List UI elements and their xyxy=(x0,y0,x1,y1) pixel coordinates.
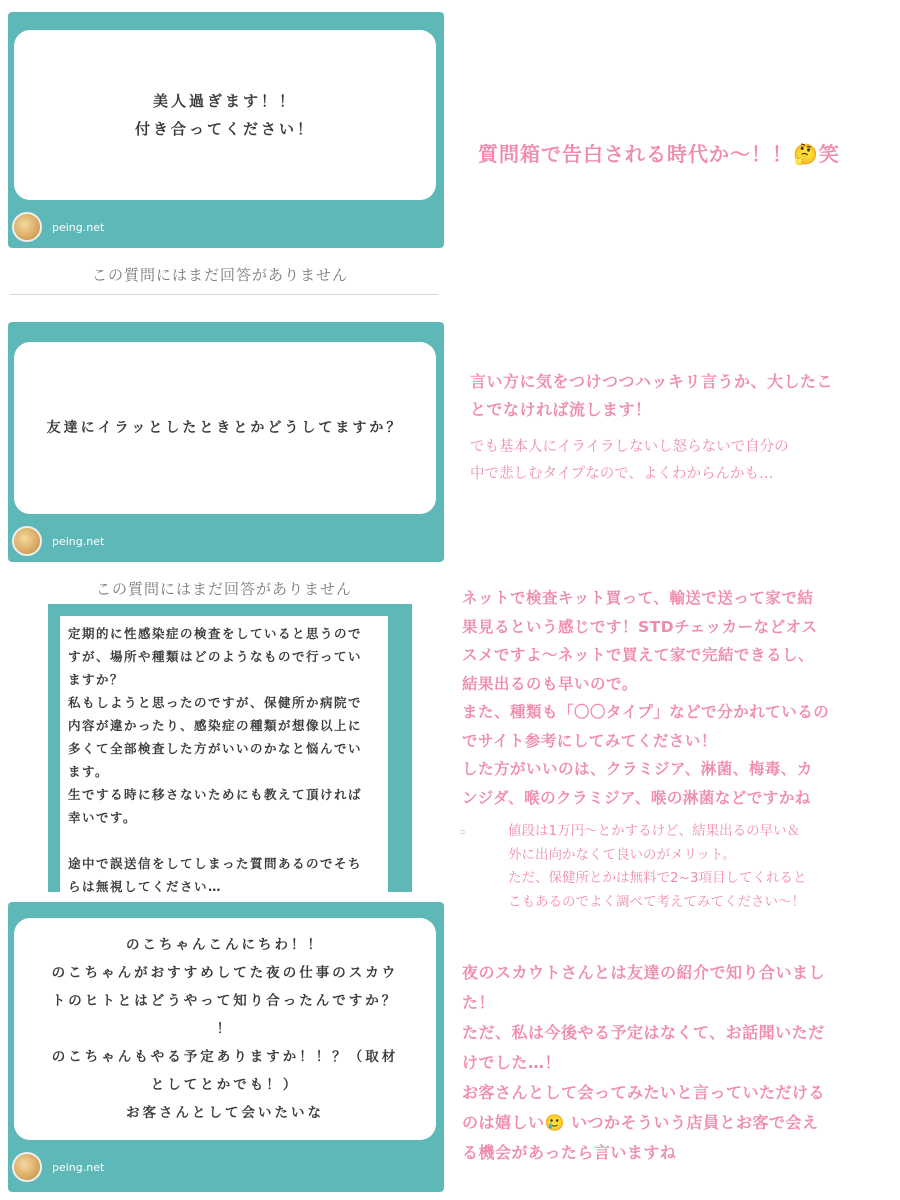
question-text-4: のこちゃんこんにちわ！！ のこちゃんがおすすめしてた夜の仕事のスカウ トのヒトとはどうやって知り合ったんですか？ ！ のこちゃんもやる予定ありますか！！？（取材 としてとかでも！） お客さんとして会いたいな xyxy=(14,918,436,1140)
avatar xyxy=(12,212,42,242)
question-card-4 xyxy=(8,902,444,1192)
no-answer-label-2: この質問にはまだ回答がありません xyxy=(96,580,353,598)
question-text-3: 定期的に性感染症の検査をしていると思うので すが、場所や種類はどのようなもので行ってい ますか？ 私もしようと思ったのですが、保健所か病院で 内容が違かったり、感染症の種類が想像以上に 多くて全部検査した方がいいのかなと悩んでい ます。 生でする時に移さないためにも教えて頂ければ 幸いです。 途中で誤送信をしてしまった質問あるのでそち らは無視してください… xyxy=(60,616,388,892)
question-footer-2 xyxy=(12,526,104,556)
reply-text-2a: 言い方に気をつけつつハッキリ言うか、大したこ とでなければ流します！ xyxy=(470,372,834,419)
reply-text-2b: でも基本人にイライラしないし怒らないで自分の 中で悲しむタイプなので、よくわからんかも… xyxy=(470,439,789,482)
question-footer-4 xyxy=(12,1152,104,1182)
avatar xyxy=(12,1152,42,1182)
question-text-2: 友達にイラッとしたときとかどうしてますか？ xyxy=(14,342,436,514)
question-text-1: 美人過ぎます！！ 付き合ってください！ xyxy=(14,30,436,200)
bullet-mark: 。 xyxy=(460,821,474,837)
question-footer-1 xyxy=(12,212,104,242)
reply-text-3b: 値段は1万円〜とかするけど、結果出るの早い＆ 外に出向かなくて良いのがメリット。 ただ、保健所とかは無料で2~3項目してくれると こもあるのでよく調べて考えてみてください〜！ xyxy=(508,823,807,910)
question-card-1 xyxy=(8,12,444,248)
avatar xyxy=(12,526,42,556)
site-label: peing.net xyxy=(52,1160,105,1174)
question-card-2 xyxy=(8,322,444,562)
divider xyxy=(10,294,438,295)
reply-text-4: 夜のスカウトさんとは友達の紹介で知り合いまし た！ ただ、私は今後やる予定はなくて、お話聞いただ けでした…！ お客さんとして会ってみたいと言っていただける のは嬉しい🥲 いつかそういう店員とお客で会え る機会があったら言いますね xyxy=(462,963,826,1162)
reply-text-3: ネットで検査キット買って、輸送で送って家で結 果見るという感じです！STDチェッカーなどオス スメですよ〜ネットで買えて家で完結できるし、 結果出るのも早いので。 また、種類も「〇〇タイプ」などで分かれているの でサイト参考にしてみてください！ した方がいいのは、クラミジア、淋菌、梅毒、カ ンジダ、喉のクラミジア、喉の淋菌などですかね xyxy=(462,589,830,807)
reply-text-1: 質問箱で告白される時代か〜！！🤔笑 xyxy=(478,142,840,166)
question-card-3 xyxy=(48,604,412,892)
site-label: peing.net xyxy=(52,534,105,548)
no-answer-label-1: この質問にはまだ回答がありません xyxy=(92,266,349,284)
site-label: peing.net xyxy=(52,220,105,234)
